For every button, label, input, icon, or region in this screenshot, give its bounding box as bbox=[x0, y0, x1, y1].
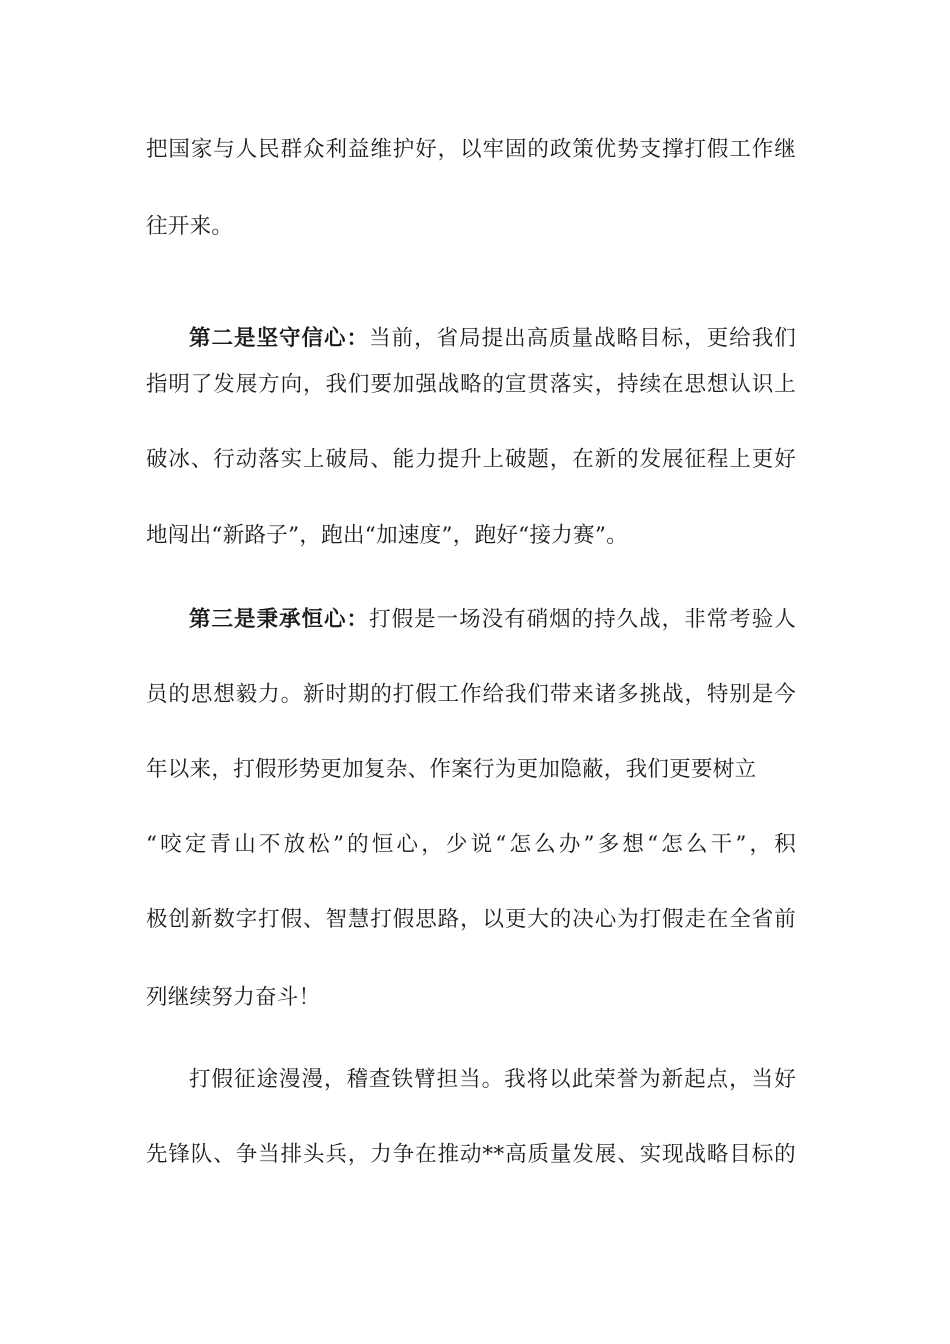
paragraph-3-line-2: 员的思想毅力。新时期的打假工作给我们带来诸多挑战，特别是今 bbox=[146, 682, 796, 707]
paragraph-3-line-5: 极创新数字打假、智慧打假思路，以更大的决心为打假走在全省前 bbox=[146, 907, 796, 932]
paragraph-3-line-4: “咬定青山不放松”的恒心，少说“怎么办”多想“怎么干”，积 bbox=[146, 832, 796, 857]
paragraph-1-line-2: 往开来。 bbox=[146, 214, 234, 239]
paragraph-2-first-rest: 当前，省局提出高质量战略目标，更给我们 bbox=[369, 326, 796, 351]
paragraph-3-lead: 第三是秉承恒心： bbox=[189, 607, 370, 632]
paragraph-3-line-3: 年以来，打假形势更加复杂、作案行为更加隐蔽，我们更要树立 bbox=[146, 757, 757, 782]
paragraph-2-lead: 第二是坚守信心： bbox=[189, 326, 370, 351]
paragraph-4-line-1: 打假征途漫漫，稽查铁臂担当。我将以此荣誉为新起点，当好 bbox=[189, 1067, 796, 1092]
paragraph-2-line-4: 地闯出“新路子”，跑出“加速度”，跑好“接力赛”。 bbox=[146, 523, 628, 548]
paragraph-2-line-2: 指明了发展方向，我们要加强战略的宣贯落实，持续在思想认识上 bbox=[146, 372, 796, 397]
paragraph-3-line-6: 列继续努力奋斗！ bbox=[146, 985, 321, 1010]
paragraph-4-line-2: 先锋队、争当排头兵，力争在推动**高质量发展、实现战略目标的 bbox=[146, 1142, 796, 1167]
paragraph-2-line-3: 破冰、行动落实上破局、能力提升上破题，在新的发展征程上更好 bbox=[146, 447, 796, 472]
paragraph-3-line-1 bbox=[189, 605, 796, 635]
paragraph-3-first-rest: 打假是一场没有硝烟的持久战，非常考验人 bbox=[369, 607, 796, 632]
paragraph-2-line-1 bbox=[189, 324, 796, 354]
paragraph-1-line-1: 把国家与人民群众利益维护好，以牢固的政策优势支撑打假工作继 bbox=[146, 137, 796, 162]
